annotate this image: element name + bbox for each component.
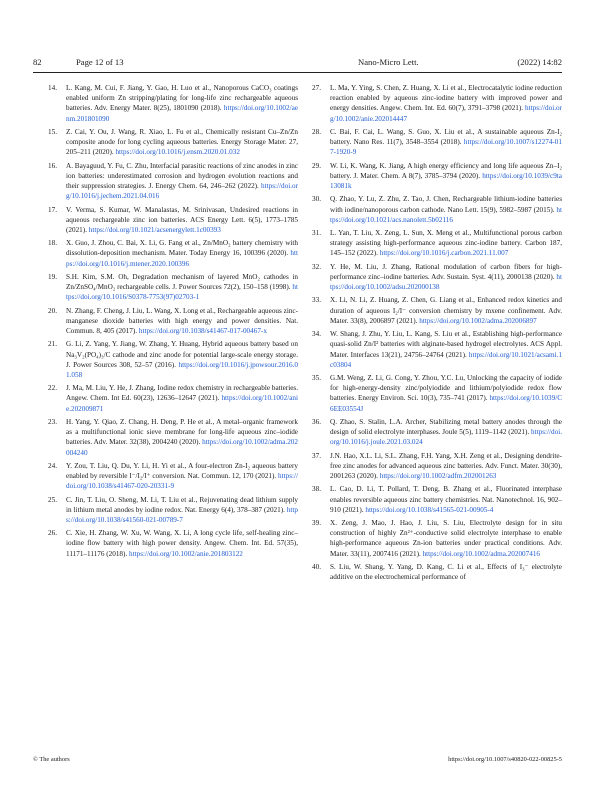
reference-item: [312, 228, 562, 259]
reference-number: 30.: [312, 195, 321, 204]
reference-number: 25.: [48, 495, 57, 504]
reference-doi-link[interactable]: https://doi.org/10.1038/s41565-021-00905-4: [365, 505, 494, 514]
reference-number: 31.: [312, 229, 321, 238]
reference-doi-link[interactable]: https://doi.org/10.1002/adfm.202001263: [379, 472, 497, 481]
reference-number: 34.: [312, 330, 321, 339]
reference-text: L. Cao, D. Li, T. Pollard, T. Deng, B. Zhang et al., Fluorinated interphase enables reversible aqueous zinc battery chemistries. Nat. Nanotechnol. 16, 902–910 (2021).: [330, 485, 562, 514]
reference-text: G. Li, Z. Yang, Y. Jiang, W. Zhang, Y. Huang, Hybrid aqueous battery based on Na₃V₂(PO₄)₃/C cathode and zinc anode for potential large-scale energy storage. J. Power Sources 308, 52–57 (2016).: [66, 340, 298, 369]
reference-text: Q. Zhao, Y. Lu, Z. Zhu, Z. Tao, J. Chen, Rechargeable lithium-iodine batteries with iodine/nanoporous carbon cathode. Nano Lett. 15(9), 5982–5987 (2015).: [330, 195, 562, 214]
reference-item: [312, 451, 562, 482]
reference-text: J. Ma, M. Liu, Y. He, J. Zhang, Iodine redox chemistry in rechargeable batteries. Angew. Chem. Int Ed. 60(23), 12636–12647 (2021).: [66, 384, 298, 403]
reference-number: 29.: [312, 161, 321, 170]
reference-text: L. Yan, T. Liu, X. Zeng, L. Sun, X. Meng et al., Multifunctional porous carbon strategy assisting high-performance aqueous zinc-iodine battery. Carbon 187, 145–152 (2022).: [330, 229, 562, 258]
reference-item: [48, 306, 298, 337]
reference-doi-link[interactable]: https://doi.org/10.1002/anie.201803122: [129, 549, 243, 558]
reference-number: 18.: [48, 239, 57, 248]
references-left-column: [48, 83, 298, 562]
reference-item: [312, 373, 562, 414]
reference-text: Y. He, M. Liu, J. Zhang, Rational modulation of carbon fibers for high-performance zinc–iodine batteries. Adv. Sustain. Syst. 4(11), 2000138 (2020).: [330, 262, 562, 281]
footer-copyright: © The authors: [33, 756, 70, 763]
reference-doi-link[interactable]: https://doi.org/10.1002/adma.202004240: [66, 438, 298, 457]
reference-item: [312, 417, 562, 448]
reference-number: 14.: [48, 84, 57, 92]
page-footer: [33, 754, 562, 766]
references-right-column: [312, 83, 562, 585]
reference-text: S. Liu, W. Shang, Y. Yang, D. Kang, C. Li et al., Effects of I₃⁻ electrolyte additive on the electrochemical performance of: [330, 562, 562, 582]
reference-doi-link[interactable]: https://doi.org/10.1016/S0378-7753(97)02703-1: [66, 283, 298, 302]
reference-item: [312, 562, 562, 582]
reference-item: [48, 127, 298, 158]
reference-doi-link[interactable]: https://doi.org/10.1002/adma.202006897: [419, 316, 537, 325]
reference-item: [48, 161, 298, 202]
reference-number: 20.: [48, 306, 57, 315]
reference-doi-link[interactable]: https://doi.org/10.1007/s12274-017-1920-9: [330, 138, 562, 157]
reference-number: 35.: [312, 374, 321, 383]
reference-item: [48, 272, 298, 303]
footer-doi-link[interactable]: https://doi.org/10.1007/s40820-022-00825-5: [448, 756, 562, 763]
reference-number: 27.: [312, 84, 321, 92]
reference-doi-link[interactable]: https://doi.org/10.1021/acs.nanolett.5b02116: [330, 205, 562, 224]
reference-text: H. Yang, Y. Qiao, Z. Chang, H. Deng, P. He et al., A metal–organic framework as a multifunctional ionic sieve membrane for long-life aqueous zinc–iodide batteries. Adv. Mater. 32(38), 2004240 (2020).: [66, 417, 298, 447]
reference-item: [312, 484, 562, 515]
reference-item: [312, 262, 562, 293]
reference-doi-link[interactable]: https://doi.org/10.1021/acsenergylett.1c00393: [88, 225, 221, 234]
reference-text: C. Xie, H. Zhang, W. Xu, W. Wang, X. Li, A long cycle life, self-healing zinc–iodine flow battery with high power density. Angew. Chem. Int. Ed. 57(35), 11171–11176 (2018).: [66, 529, 298, 558]
reference-doi-link[interactable]: https://doi.org/10.1002/anie.202009871: [66, 394, 298, 413]
reference-item: [312, 194, 562, 225]
reference-text: A. Bayaguud, Y. Fu, C. Zhu, Interfacial parasitic reactions of zinc anodes in zinc ion batteries: underestimated corrosion and hydrogen evolution reactions and their suppression strategies. J. Energy Chem. 64, 246–262 (2022).: [66, 161, 298, 191]
reference-item: [48, 339, 298, 380]
reference-number: 17.: [48, 205, 57, 214]
reference-item: [48, 461, 298, 492]
reference-item: [48, 417, 298, 458]
reference-doi-link[interactable]: https://doi.org/10.1016/j.mtener.2020.100396: [66, 249, 298, 268]
reference-doi-link[interactable]: https://doi.org/10.1021/acsami.1c03804: [330, 350, 562, 369]
reference-number: 23.: [48, 417, 57, 426]
reference-doi-link[interactable]: https://doi.org/10.1002/anie.202014447: [330, 104, 562, 123]
reference-text: Y. Zou, T. Liu, Q. Du, Y. Li, H. Yi et al., A four-electron Zn-I₂ aqueous battery enabled by reversible I⁻/I₂/I⁺ conversion. Nat. Commun. 12, 170 (2021).: [66, 461, 298, 481]
reference-text: C. Jin, T. Liu, O. Sheng, M. Li, T. Liu et al., Rejuvenating dead lithium supply in lithium metal anodes by iodine redox. Nat. Energy 6(4), 378–387 (2021).: [66, 495, 298, 514]
reference-doi-link[interactable]: https://doi.org/10.1002/adsu.202000138: [330, 272, 562, 292]
reference-text: Q. Zhao, S. Stalin, L.A. Archer, Stabilizing metal battery anodes through the design of solid electrolyte interphases. Joule 5(5), 1119–1142 (2021).: [330, 417, 562, 437]
header-rule: [33, 72, 562, 73]
page-number: 82: [33, 57, 42, 67]
reference-doi-link[interactable]: https://doi.org/10.1002/aenm.201801090: [66, 104, 298, 123]
reference-number: 39.: [312, 519, 321, 528]
reference-text: V. Verma, S. Kumar, W. Manalastas, M. Srinivasan, Undesired reactions in aqueous rechargeable zinc ion batteries. ACS Energy Lett. 6(5), 1773–1785 (2021).: [66, 205, 298, 234]
reference-doi-link[interactable]: https://doi.org/10.1038/s41560-021-00789-7: [66, 505, 298, 524]
reference-doi-link[interactable]: https://doi.org/10.1016/j.jpowsour.2016.01.058: [66, 360, 298, 379]
reference-number: 21.: [48, 340, 57, 349]
reference-text: G.M. Weng, Z. Li, G. Cong, Y. Zhou, Y.C. Lu, Unlocking the capacity of iodide for high-energy-density zinc/polyiodide and lithium/polyiodide redox flow batteries. Energy Environ. Sci. 10(3), 735–741 (2017).: [330, 374, 562, 403]
reference-item: [312, 329, 562, 370]
reference-item: [48, 205, 298, 236]
reference-item: [48, 383, 298, 414]
reference-doi-link[interactable]: https://doi.org/10.1039/C6EE03554J: [330, 394, 562, 413]
page-header: [33, 55, 562, 69]
reference-doi-link[interactable]: https://doi.org/10.1038/s41467-020-20331-9: [66, 472, 298, 491]
reference-number: 36.: [312, 417, 321, 426]
reference-number: 37.: [312, 451, 321, 460]
page-count: Page 12 of 13: [76, 57, 124, 67]
reference-text: J.N. Hao, X.L. Li, S.L. Zhang, F.H. Yang, X.H. Zeng et al., Designing dendrite-free zinc anodes for advanced aqueous zinc batteries. Adv. Funct. Mater. 30(30), 2001263 (2020).: [330, 451, 562, 481]
reference-text: S.H. Kim, S.M. Oh, Degradation mechanism of layered MnO₂ cathodes in Zn/ZnSO₄/MnO₂ rechargeable cells. J. Power Sources 72(2), 150–158 (1998).: [66, 272, 298, 292]
reference-item: [48, 495, 298, 526]
reference-number: 38.: [312, 485, 321, 494]
reference-doi-link[interactable]: https://doi.org/10.1038/s41467-017-00467-x: [138, 327, 267, 336]
reference-number: 22.: [48, 384, 57, 393]
reference-item: [312, 83, 562, 124]
reference-number: 28.: [312, 127, 321, 136]
reference-item: [48, 528, 298, 559]
reference-text: N. Zhang, F. Cheng, J. Liu, L. Wang, X. Long et al., Rechargeable aqueous zinc-manganese dioxide batteries with high energy and power densities. Nat. Commun. 8, 405 (2017).: [66, 306, 298, 336]
reference-number: 40.: [312, 562, 321, 571]
reference-doi-link[interactable]: https://doi.org/10.1039/c9ta13081k: [330, 171, 562, 191]
reference-doi-link[interactable]: https://doi.org/10.1002/adma.202007416: [422, 549, 541, 558]
reference-number: 24.: [48, 461, 57, 470]
reference-text: X. Li, N. Li, Z. Huang, Z. Chen, G. Liang et al., Enhanced redox kinetics and duration of aqueous I₂/I⁻ conversion chemistry by mxene confinement. Adv. Mater. 33(8), 2006897 (2021).: [330, 296, 562, 325]
reference-item: [312, 295, 562, 326]
reference-item: [312, 518, 562, 559]
reference-text: W. Shang, J. Zhu, Y. Liu, L. Kang, S. Liu et al., Establishing high-performance quasi-solid Zn/I² batteries with alginate-based hydrogel electrolytes. ACS Appl. Mater. Interfaces 13(21), 24756–24764 (2021).: [330, 330, 562, 359]
reference-number: 33.: [312, 296, 321, 305]
reference-text: L. Kang, M. Cui, F. Jiang, Y. Gao, H. Luo et al., Nanoporous CaCO₃ coatings enabled uniform Zn stripping/plating for long-life zinc rechargeable aqueous batteries. Adv. Energy Mater. 8(25), 1801090 (2018).: [66, 84, 298, 113]
reference-text: X. Zeng, J. Mao, J. Hao, J. Liu, S. Liu, Electrolyte design for in situ construction of highly Zn²⁺-conductive solid electrolyte interphase to enable high-performance aqueous Zn-ion batteries under practical conditions. Adv. Mater. 33(11), 2007416 (2021).: [330, 519, 562, 558]
reference-text: X. Guo, J. Zhou, C. Bai, X. Li, G. Fang et al., Zn/MnO₂ battery chemistry with dissolution-deposition mechanism. Mater. Today Energy 16, 100396 (2020).: [66, 239, 298, 258]
reference-text: C. Bai, F. Cai, L. Wang, S. Guo, X. Liu et al., A sustainable aqueous Zn-I₂ battery. Nano Res. 11(7), 3548–3554 (2018).: [330, 127, 562, 147]
reference-number: 16.: [48, 161, 57, 170]
reference-doi-link[interactable]: https://doi.org/10.1016/j.ensm.2020.01.032: [115, 148, 240, 157]
reference-item: [312, 127, 562, 158]
reference-text: Z. Cai, Y. Ou, J. Wang, R. Xiao, L. Fu et al., Chemically resistant Cu–Zn/Zn composite anode for long cycling aqueous batteries. Energy Storage Mater. 27, 205–211 (2020).: [66, 127, 298, 157]
reference-doi-link[interactable]: https://doi.org/10.1016/j.joule.2021.03.024: [330, 428, 562, 447]
reference-number: 32.: [312, 262, 321, 271]
reference-number: 26.: [48, 529, 57, 538]
reference-doi-link[interactable]: https://doi.org/10.1016/j.carbon.2021.11.007: [379, 249, 509, 258]
reference-doi-link[interactable]: https://doi.org/10.1016/j.jechem.2021.04.016: [66, 182, 298, 201]
reference-item: [312, 161, 562, 192]
journal-name: Nano-Micro Lett.: [358, 57, 419, 67]
reference-item: [48, 83, 298, 124]
reference-number: 19.: [48, 272, 57, 281]
journal-issue: (2022) 14:82: [517, 57, 562, 67]
reference-text: L. Ma, Y. Ying, S. Chen, Z. Huang, X. Li et al., Electrocatalytic iodine reduction reaction enabled by aqueous zinc-iodine battery with improved power and energy densities. Angew. Chem. Int. Ed. 60(7), 3791–3798 (2021).: [330, 84, 562, 113]
reference-item: [48, 238, 298, 269]
reference-number: 15.: [48, 127, 57, 136]
reference-text: W. Li, K. Wang, K. Jiang, A high energy efficiency and long life aqueous Zn–I₂ battery. J. Mater. Chem. A 8(7), 3785–3794 (2020).: [330, 161, 562, 180]
